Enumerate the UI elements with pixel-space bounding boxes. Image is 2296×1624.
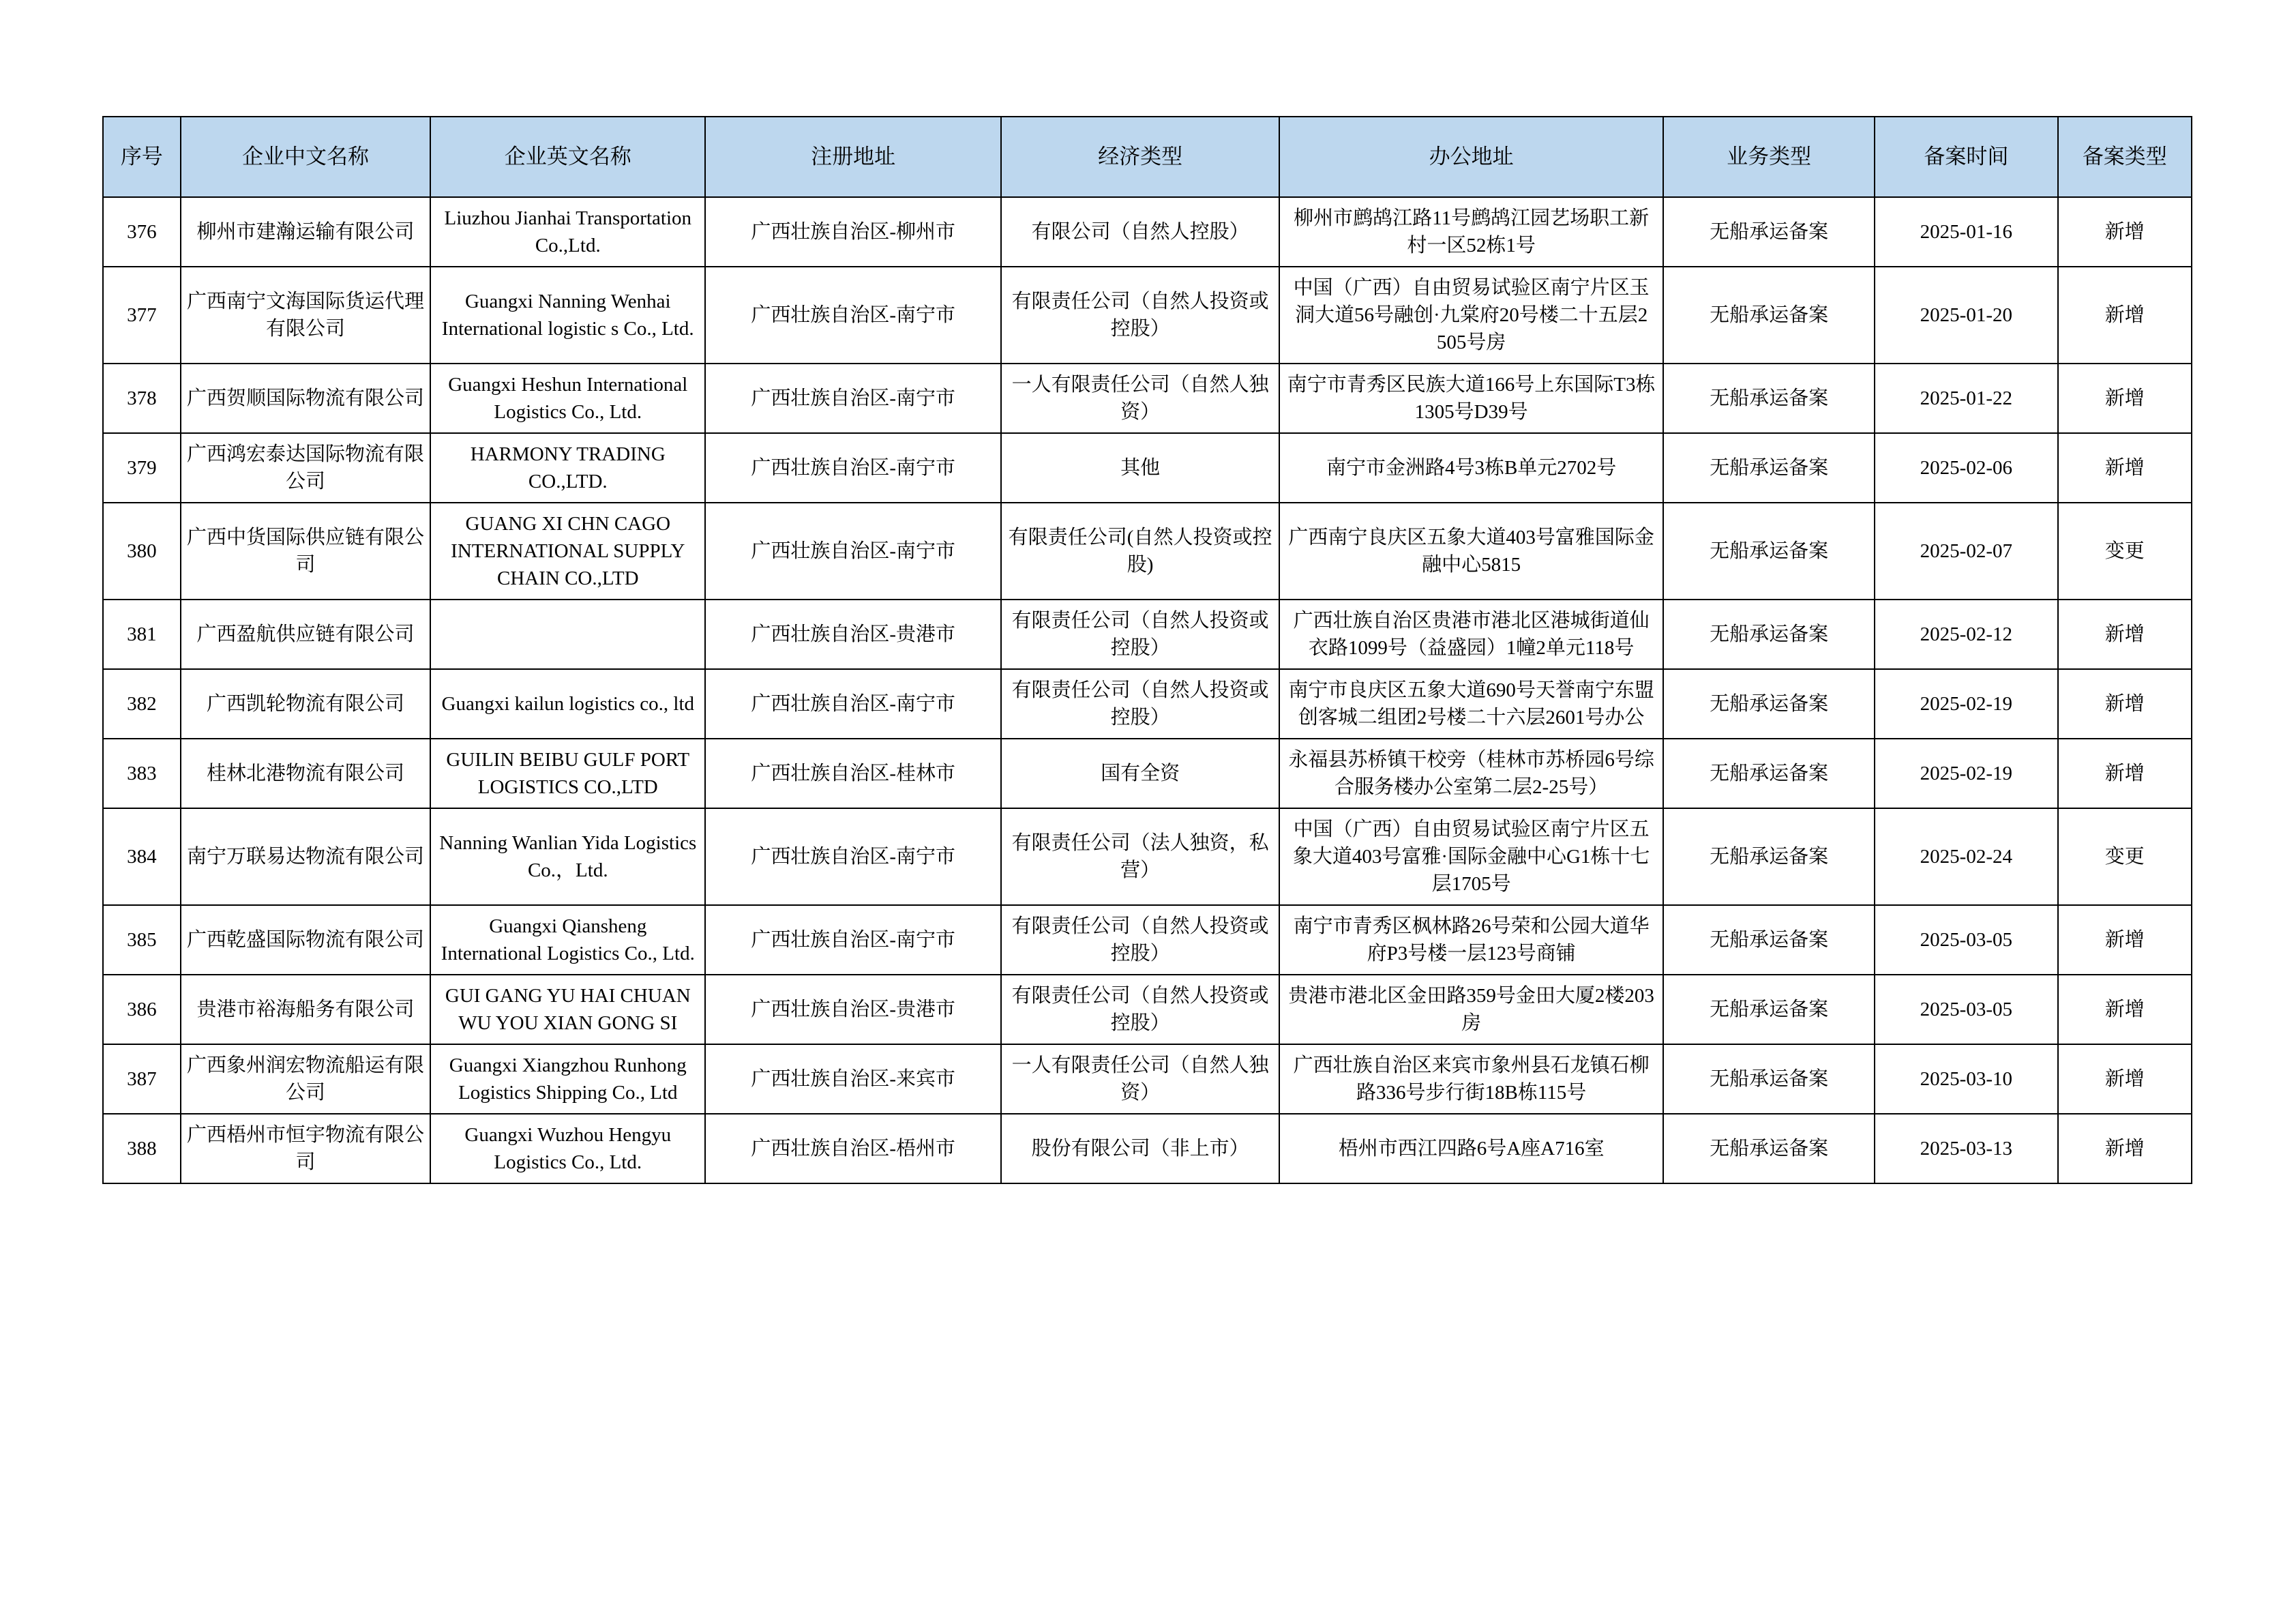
cell-record-type: 新增 (2058, 433, 2192, 503)
cell-economic-type: 有限责任公司（自然人投资或控股） (1001, 905, 1279, 975)
cell-record-type: 新增 (2058, 669, 2192, 739)
cell-record-date: 2025-02-24 (1875, 808, 2058, 905)
cell-en-name: Guangxi Heshun International Logistics Co., Ltd. (430, 364, 705, 433)
cell-office-address: 广西南宁良庆区五象大道403号富雅国际金融中心5815 (1279, 503, 1663, 600)
cell-en-name: Guangxi kailun logistics co., ltd (430, 669, 705, 739)
cell-record-date: 2025-03-05 (1875, 905, 2058, 975)
cell-office-address: 中国（广西）自由贸易试验区南宁片区玉洞大道56号融创·九棠府20号楼二十五层2 505号房 (1279, 267, 1663, 364)
column-header-registered-address: 注册地址 (705, 117, 1001, 197)
table-row (103, 808, 2192, 905)
cell-business-type: 无船承运备案 (1663, 1114, 1875, 1183)
table-header (103, 117, 2192, 197)
cell-registered-address: 广西壮族自治区-南宁市 (705, 808, 1001, 905)
cell-index: 377 (103, 267, 181, 364)
cell-registered-address: 广西壮族自治区-贵港市 (705, 600, 1001, 669)
cell-index: 379 (103, 433, 181, 503)
column-header-record-type: 备案类型 (2058, 117, 2192, 197)
table-row (103, 600, 2192, 669)
cell-en-name: Guangxi Xiangzhou Runhong Logistics Shipping Co., Ltd (430, 1044, 705, 1114)
cell-record-date: 2025-02-12 (1875, 600, 2058, 669)
table-row (103, 1114, 2192, 1183)
cell-business-type: 无船承运备案 (1663, 808, 1875, 905)
cell-record-type: 新增 (2058, 600, 2192, 669)
cell-office-address: 柳州市鹧鸪江路11号鹧鸪江园艺场职工新村一区52栋1号 (1279, 197, 1663, 267)
cell-index: 383 (103, 739, 181, 808)
cell-cn-name: 广西乾盛国际物流有限公司 (181, 905, 431, 975)
cell-registered-address: 广西壮族自治区-桂林市 (705, 739, 1001, 808)
cell-cn-name: 广西鸿宏泰达国际物流有限公司 (181, 433, 431, 503)
cell-economic-type: 一人有限责任公司（自然人独资） (1001, 1044, 1279, 1114)
table-body (103, 197, 2192, 1183)
table-row (103, 433, 2192, 503)
cell-record-date: 2025-02-06 (1875, 433, 2058, 503)
cell-cn-name: 广西凯轮物流有限公司 (181, 669, 431, 739)
column-header-office-address: 办公地址 (1279, 117, 1663, 197)
table-row (103, 1044, 2192, 1114)
cell-record-date: 2025-01-16 (1875, 197, 2058, 267)
cell-index: 388 (103, 1114, 181, 1183)
column-header-business-type: 业务类型 (1663, 117, 1875, 197)
cell-record-type: 新增 (2058, 364, 2192, 433)
cell-en-name (430, 600, 705, 669)
cell-economic-type: 有限责任公司（自然人投资或控股） (1001, 267, 1279, 364)
cell-index: 386 (103, 975, 181, 1044)
cell-economic-type: 股份有限公司（非上市） (1001, 1114, 1279, 1183)
cell-cn-name: 柳州市建瀚运输有限公司 (181, 197, 431, 267)
cell-record-date: 2025-02-19 (1875, 669, 2058, 739)
cell-business-type: 无船承运备案 (1663, 739, 1875, 808)
cell-index: 385 (103, 905, 181, 975)
cell-office-address: 南宁市青秀区枫林路26号荣和公园大道华府P3号楼一层123号商铺 (1279, 905, 1663, 975)
cell-business-type: 无船承运备案 (1663, 600, 1875, 669)
cell-economic-type: 国有全资 (1001, 739, 1279, 808)
cell-office-address: 永福县苏桥镇干校旁（桂林市苏桥园6号综合服务楼办公室第二层2-25号） (1279, 739, 1663, 808)
cell-economic-type: 有限责任公司（自然人投资或控股） (1001, 669, 1279, 739)
cell-record-date: 2025-03-13 (1875, 1114, 2058, 1183)
cell-registered-address: 广西壮族自治区-来宾市 (705, 1044, 1001, 1114)
cell-en-name: GUI GANG YU HAI CHUAN WU YOU XIAN GONG SI (430, 975, 705, 1044)
cell-cn-name: 桂林北港物流有限公司 (181, 739, 431, 808)
table-row (103, 364, 2192, 433)
cell-record-type: 新增 (2058, 739, 2192, 808)
cell-record-type: 新增 (2058, 197, 2192, 267)
cell-record-type: 新增 (2058, 267, 2192, 364)
cell-office-address: 南宁市金洲路4号3栋B单元2702号 (1279, 433, 1663, 503)
cell-economic-type: 有限责任公司（自然人投资或控股） (1001, 975, 1279, 1044)
cell-business-type: 无船承运备案 (1663, 975, 1875, 1044)
table-row (103, 739, 2192, 808)
cell-cn-name: 广西中货国际供应链有限公司 (181, 503, 431, 600)
cell-business-type: 无船承运备案 (1663, 364, 1875, 433)
column-header-en-name: 企业英文名称 (430, 117, 705, 197)
cell-en-name: GUILIN BEIBU GULF PORT LOGISTICS CO.,LTD (430, 739, 705, 808)
cell-index: 384 (103, 808, 181, 905)
cell-business-type: 无船承运备案 (1663, 905, 1875, 975)
cell-office-address: 广西壮族自治区贵港市港北区港城街道仙衣路1099号（益盛园）1幢2单元118号 (1279, 600, 1663, 669)
cell-cn-name: 广西贺顺国际物流有限公司 (181, 364, 431, 433)
cell-record-date: 2025-02-07 (1875, 503, 2058, 600)
cell-index: 380 (103, 503, 181, 600)
column-header-cn-name: 企业中文名称 (181, 117, 431, 197)
table-row (103, 197, 2192, 267)
cell-en-name: GUANG XI CHN CAGO INTERNATIONAL SUPPLY CHAIN CO.,LTD (430, 503, 705, 600)
cell-index: 387 (103, 1044, 181, 1114)
table-row (103, 905, 2192, 975)
cell-business-type: 无船承运备案 (1663, 1044, 1875, 1114)
cell-record-type: 变更 (2058, 503, 2192, 600)
cell-index: 381 (103, 600, 181, 669)
cell-business-type: 无船承运备案 (1663, 433, 1875, 503)
cell-business-type: 无船承运备案 (1663, 669, 1875, 739)
cell-business-type: 无船承运备案 (1663, 267, 1875, 364)
cell-office-address: 南宁市良庆区五象大道690号天誉南宁东盟创客城二组团2号楼二十六层2601号办公 (1279, 669, 1663, 739)
cell-cn-name: 广西南宁文海国际货运代理有限公司 (181, 267, 431, 364)
cell-cn-name: 广西象州润宏物流船运有限公司 (181, 1044, 431, 1114)
table-row (103, 267, 2192, 364)
table-header-row (103, 117, 2192, 197)
cell-registered-address: 广西壮族自治区-贵港市 (705, 975, 1001, 1044)
cell-registered-address: 广西壮族自治区-南宁市 (705, 433, 1001, 503)
cell-record-type: 新增 (2058, 975, 2192, 1044)
column-header-economic-type: 经济类型 (1001, 117, 1279, 197)
cell-office-address: 贵港市港北区金田路359号金田大厦2楼203房 (1279, 975, 1663, 1044)
cell-business-type: 无船承运备案 (1663, 503, 1875, 600)
column-header-index: 序号 (103, 117, 181, 197)
cell-registered-address: 广西壮族自治区-柳州市 (705, 197, 1001, 267)
cell-en-name: Liuzhou Jianhai Transportation Co.,Ltd. (430, 197, 705, 267)
nvocc-filing-table (102, 116, 2192, 1184)
cell-index: 382 (103, 669, 181, 739)
cell-record-type: 新增 (2058, 905, 2192, 975)
cell-record-date: 2025-01-22 (1875, 364, 2058, 433)
cell-record-type: 变更 (2058, 808, 2192, 905)
cell-record-type: 新增 (2058, 1114, 2192, 1183)
cell-cn-name: 贵港市裕海船务有限公司 (181, 975, 431, 1044)
cell-en-name: Guangxi Qiansheng International Logistics Co., Ltd. (430, 905, 705, 975)
cell-en-name: Guangxi Nanning Wenhai International logistic s Co., Ltd. (430, 267, 705, 364)
cell-economic-type: 有限公司（自然人控股） (1001, 197, 1279, 267)
cell-economic-type: 一人有限责任公司（自然人独资） (1001, 364, 1279, 433)
table-row (103, 503, 2192, 600)
cell-cn-name: 广西梧州市恒宇物流有限公司 (181, 1114, 431, 1183)
cell-record-date: 2025-03-05 (1875, 975, 2058, 1044)
cell-record-date: 2025-01-20 (1875, 267, 2058, 364)
cell-registered-address: 广西壮族自治区-南宁市 (705, 503, 1001, 600)
cell-en-name: Nanning Wanlian Yida Logistics Co.，Ltd. (430, 808, 705, 905)
cell-cn-name: 南宁万联易达物流有限公司 (181, 808, 431, 905)
cell-economic-type: 其他 (1001, 433, 1279, 503)
cell-office-address: 梧州市西江四路6号A座A716室 (1279, 1114, 1663, 1183)
cell-registered-address: 广西壮族自治区-梧州市 (705, 1114, 1001, 1183)
cell-en-name: HARMONY TRADING CO.,LTD. (430, 433, 705, 503)
cell-registered-address: 广西壮族自治区-南宁市 (705, 267, 1001, 364)
cell-registered-address: 广西壮族自治区-南宁市 (705, 364, 1001, 433)
cell-registered-address: 广西壮族自治区-南宁市 (705, 669, 1001, 739)
cell-economic-type: 有限责任公司（法人独资，私营） (1001, 808, 1279, 905)
cell-index: 378 (103, 364, 181, 433)
cell-cn-name: 广西盈航供应链有限公司 (181, 600, 431, 669)
cell-registered-address: 广西壮族自治区-南宁市 (705, 905, 1001, 975)
cell-record-date: 2025-03-10 (1875, 1044, 2058, 1114)
cell-en-name: Guangxi Wuzhou Hengyu Logistics Co., Ltd. (430, 1114, 705, 1183)
table-row (103, 975, 2192, 1044)
cell-office-address: 中国（广西）自由贸易试验区南宁片区五象大道403号富雅·国际金融中心G1栋十七层1705号 (1279, 808, 1663, 905)
cell-index: 376 (103, 197, 181, 267)
cell-office-address: 广西壮族自治区来宾市象州县石龙镇石柳路336号步行街18B栋115号 (1279, 1044, 1663, 1114)
cell-business-type: 无船承运备案 (1663, 197, 1875, 267)
cell-economic-type: 有限责任公司(自然人投资或控股) (1001, 503, 1279, 600)
table-row (103, 669, 2192, 739)
cell-record-date: 2025-02-19 (1875, 739, 2058, 808)
cell-economic-type: 有限责任公司（自然人投资或控股） (1001, 600, 1279, 669)
cell-record-type: 新增 (2058, 1044, 2192, 1114)
cell-office-address: 南宁市青秀区民族大道166号上东国际T3栋1305号D39号 (1279, 364, 1663, 433)
column-header-record-date: 备案时间 (1875, 117, 2058, 197)
